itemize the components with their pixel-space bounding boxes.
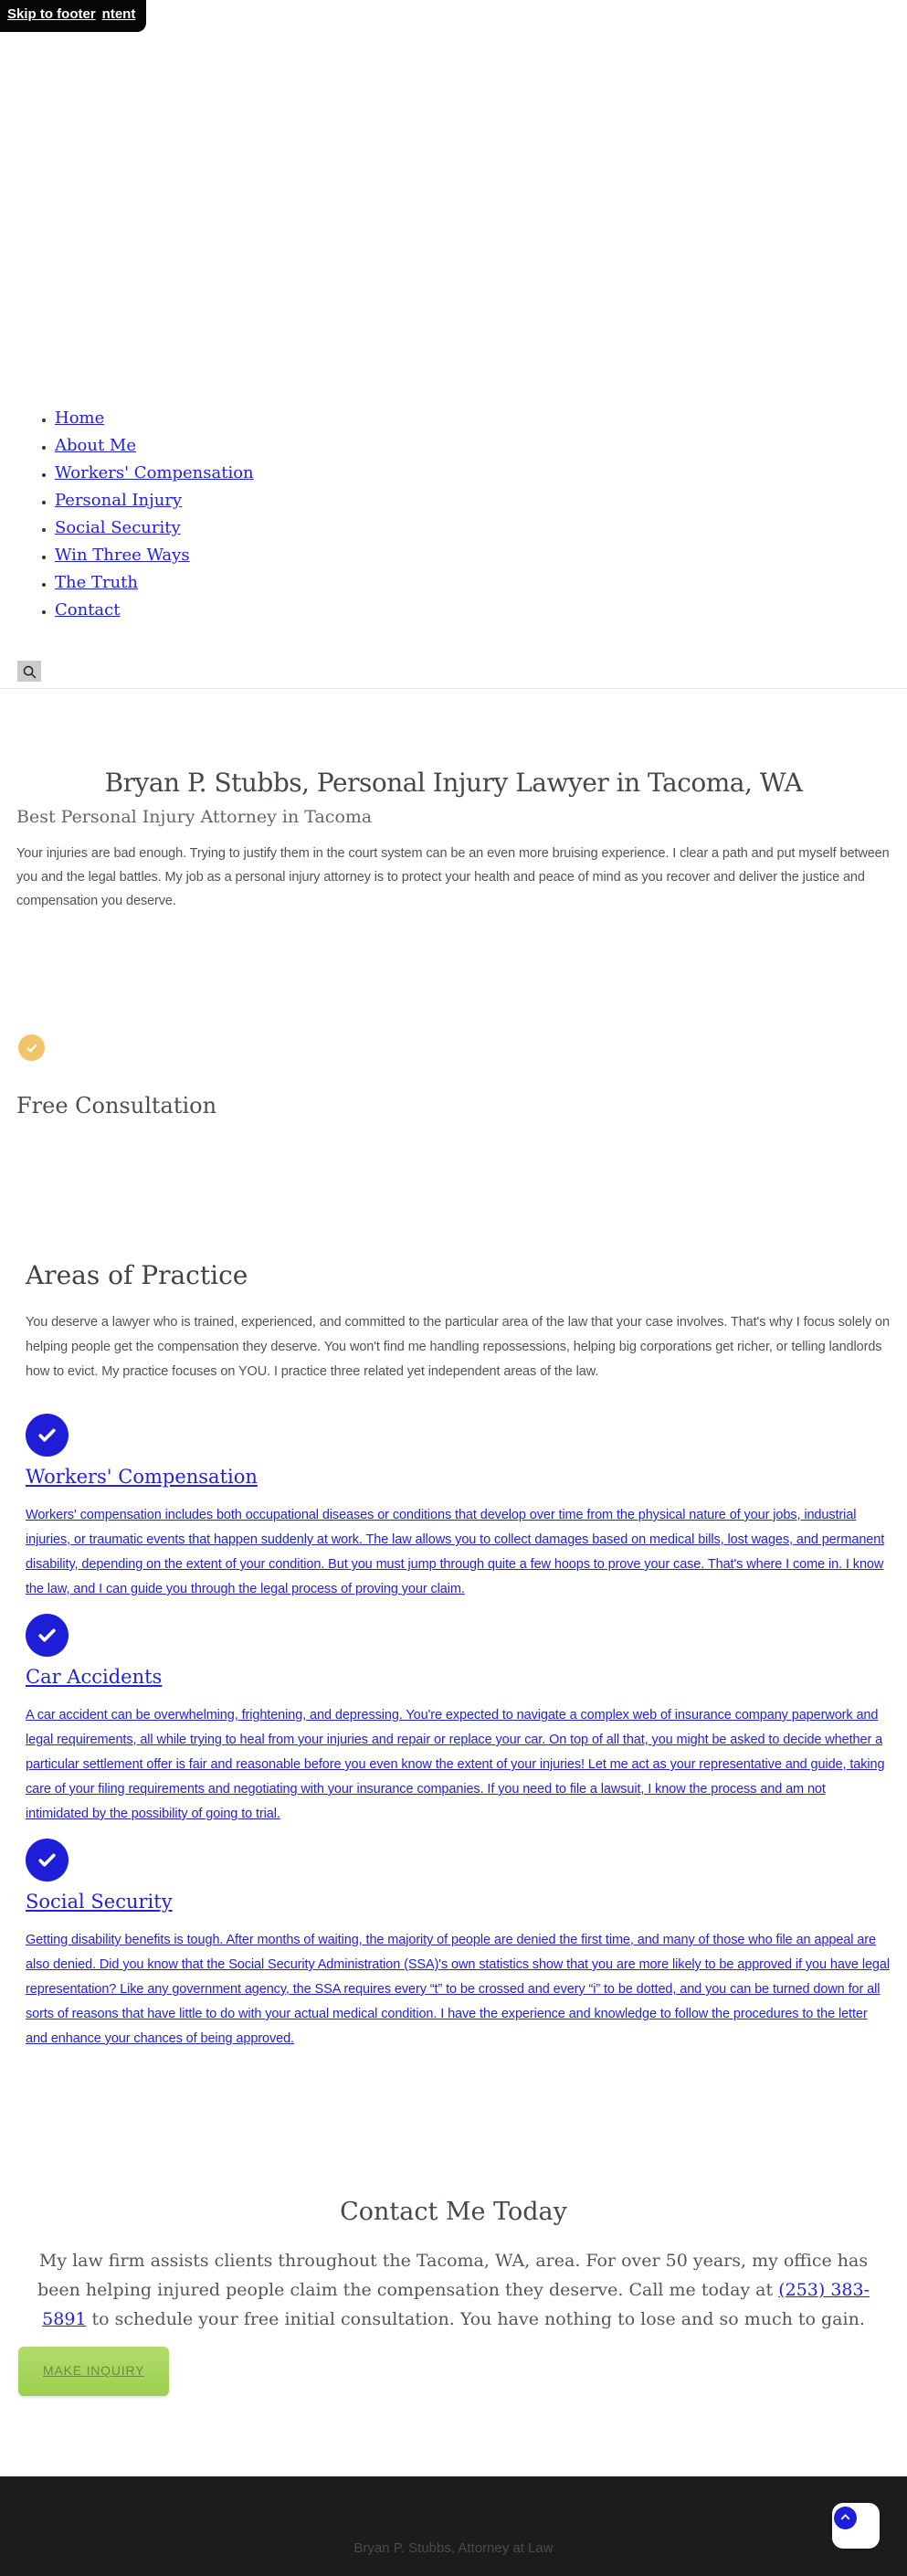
areas-of-practice-intro: You deserve a lawyer who is trained, experienced, and committed to the particular area of the law that your case involves. That's why I focus solely on helping people get the compensation they deserve. You won't find me handling repossessions, helping big corporations get richer, or telling landlords how to evict. My practice focuses on YOU. I practice three related yet independent areas of the law. xyxy=(26,1315,890,1379)
practice-description-link-workers-compensation[interactable]: Workers' compensation includes both occupational diseases or conditions that develop over time from the physical nature of your jobs, industrial injuries, or traumatic events that happen suddenly at work. The law allows you to collect damages based on medical bills, lost wages, and permanent disability, depending on the extent of your condition. But you must jump through quite a few hoops to prove your case. That's where I come in. I know the law, and I can guide you through the legal process of proving your claim. xyxy=(26,1508,885,1596)
free-consultation-check-icon xyxy=(18,1034,45,1061)
contact-paragraph xyxy=(16,2246,891,2334)
nav-link-contact[interactable]: Contact xyxy=(55,600,121,620)
check-circle-icon xyxy=(26,1414,69,1457)
nav-link-personal-injury[interactable]: Personal Injury xyxy=(55,491,183,510)
nav-link-the-truth[interactable]: The Truth xyxy=(55,573,139,592)
site-header xyxy=(0,0,907,402)
practice-description xyxy=(26,1928,891,2051)
nav-item-win-three-ways xyxy=(55,542,907,569)
areas-of-practice-heading: Areas of Practice xyxy=(26,1260,248,1290)
contact-text-after-phone: to schedule your free initial consultation. You have nothing to lose and so much to gain. xyxy=(86,2309,865,2329)
nav-item-about-me xyxy=(55,432,907,460)
site-footer xyxy=(0,2476,907,2576)
back-to-top-button[interactable] xyxy=(834,2507,857,2529)
make-inquiry-button[interactable] xyxy=(18,2347,169,2396)
footer-credit: Bryan P. Stubbs, Attorney at Law xyxy=(353,2540,554,2556)
hero-subtitle: Best Personal Injury Attorney in Tacoma xyxy=(16,807,373,827)
main-nav xyxy=(0,402,907,682)
contact-heading: Contact Me Today xyxy=(340,2198,567,2226)
nav-item-workers-compensation xyxy=(55,460,907,487)
nav-item-home xyxy=(55,405,907,432)
nav-link-win-three-ways[interactable]: Win Three Ways xyxy=(55,546,190,565)
practice-title-link-social-security[interactable]: Social Security xyxy=(26,1891,173,1913)
practice-description xyxy=(26,1703,891,1827)
free-consultation-heading: Free Consultation xyxy=(16,1093,217,1118)
nav-item-social-security xyxy=(55,514,907,542)
practice-description-link-social-security[interactable]: Getting disability benefits is tough. After months of waiting, the majority of people are denied the first time, and many of those who file an appeal are also denied. Did you know that the Social Security Administration (SSA)'s own statistics show that you are more likely to be approved if you have legal representation? Like any government agency, the SSA requires every “t” to be crossed and every “i” to be dotted, and you can be turned down for all sorts of reasons that have little to do with your actual medical condition. I have the experience and knowledge to follow the procedures to the letter and enhance your chances of being approved. xyxy=(26,1933,890,2046)
nav-item-the-truth xyxy=(55,569,907,597)
practice-title xyxy=(26,1465,891,1489)
practice-description-link-car-accidents[interactable]: A car accident can be overwhelming, frightening, and depressing. You're expected to navigate a complex web of insurance company paperwork and legal requirements, all while trying to heal from your injuries and repair or replace your car. On top of all that, you might be asked to decide whether a particular settlement offer is fair and reasonable before you even know the extent of your injuries! Let me act as your representative and guide, taking care of your filing requirements and negotiating with your insurance companies. If you need to file a lawsuit, I know the process and am not intimidated by the possibility of going to trial. xyxy=(26,1708,885,1821)
nav-item-contact xyxy=(55,597,907,624)
check-circle-icon xyxy=(26,1614,69,1657)
search-button[interactable] xyxy=(17,661,41,682)
hero-paragraph: Your injuries are bad enough. Trying to justify them in the court system can be an even more bruising experience. I clear a path and put myself between you and the legal battles. My job as a personal injury attorney is to protect your health and peace of mind as you recover and deliver the justice and compensation you deserve. xyxy=(16,846,890,908)
practice-description xyxy=(26,1503,891,1602)
search-icon xyxy=(17,664,41,680)
practice-item-social-security xyxy=(26,1839,891,2051)
inquiry-button-row xyxy=(16,2334,891,2396)
skip-links xyxy=(0,0,146,32)
nav-link-workers-compensation[interactable]: Workers' Compensation xyxy=(55,463,254,482)
practice-title xyxy=(26,1665,891,1689)
phone-link[interactable]: (253) 383-5891 xyxy=(42,2280,870,2329)
skip-to-footer-link[interactable]: Skip to footer xyxy=(7,6,96,22)
chevron-up-icon xyxy=(838,2510,852,2527)
page-title: Bryan P. Stubbs, Personal Injury Lawyer in Tacoma, WA xyxy=(104,768,803,798)
contact-section xyxy=(16,2198,891,2396)
nav-link-home[interactable]: Home xyxy=(55,408,105,428)
practice-title xyxy=(26,1890,891,1913)
practice-item-car-accidents xyxy=(26,1614,891,1827)
practice-title-link-car-accidents[interactable]: Car Accidents xyxy=(26,1666,163,1688)
practice-title-link-workers-compensation[interactable]: Workers' Compensation xyxy=(26,1466,258,1488)
header-divider xyxy=(0,688,907,689)
make-inquiry-label: MAKE INQUIRY xyxy=(43,2363,145,2378)
back-to-top-widget xyxy=(832,2503,880,2549)
nav-link-about-me[interactable]: About Me xyxy=(55,436,136,455)
skip-to-content-link[interactable]: ntent xyxy=(101,6,136,22)
main-content xyxy=(0,767,907,2396)
check-circle-icon xyxy=(26,1839,69,1882)
contact-text-before-phone: My law firm assists clients throughout the Tacoma, WA, area. For over 50 years, my office has been helping injured people claim the compensation they deserve. Call me today at xyxy=(37,2251,869,2300)
practice-item-workers-compensation xyxy=(26,1414,891,1602)
nav-list xyxy=(0,402,907,624)
areas-of-practice-section xyxy=(16,1260,891,2051)
nav-link-social-security[interactable]: Social Security xyxy=(55,518,181,537)
nav-item-personal-injury xyxy=(55,487,907,514)
